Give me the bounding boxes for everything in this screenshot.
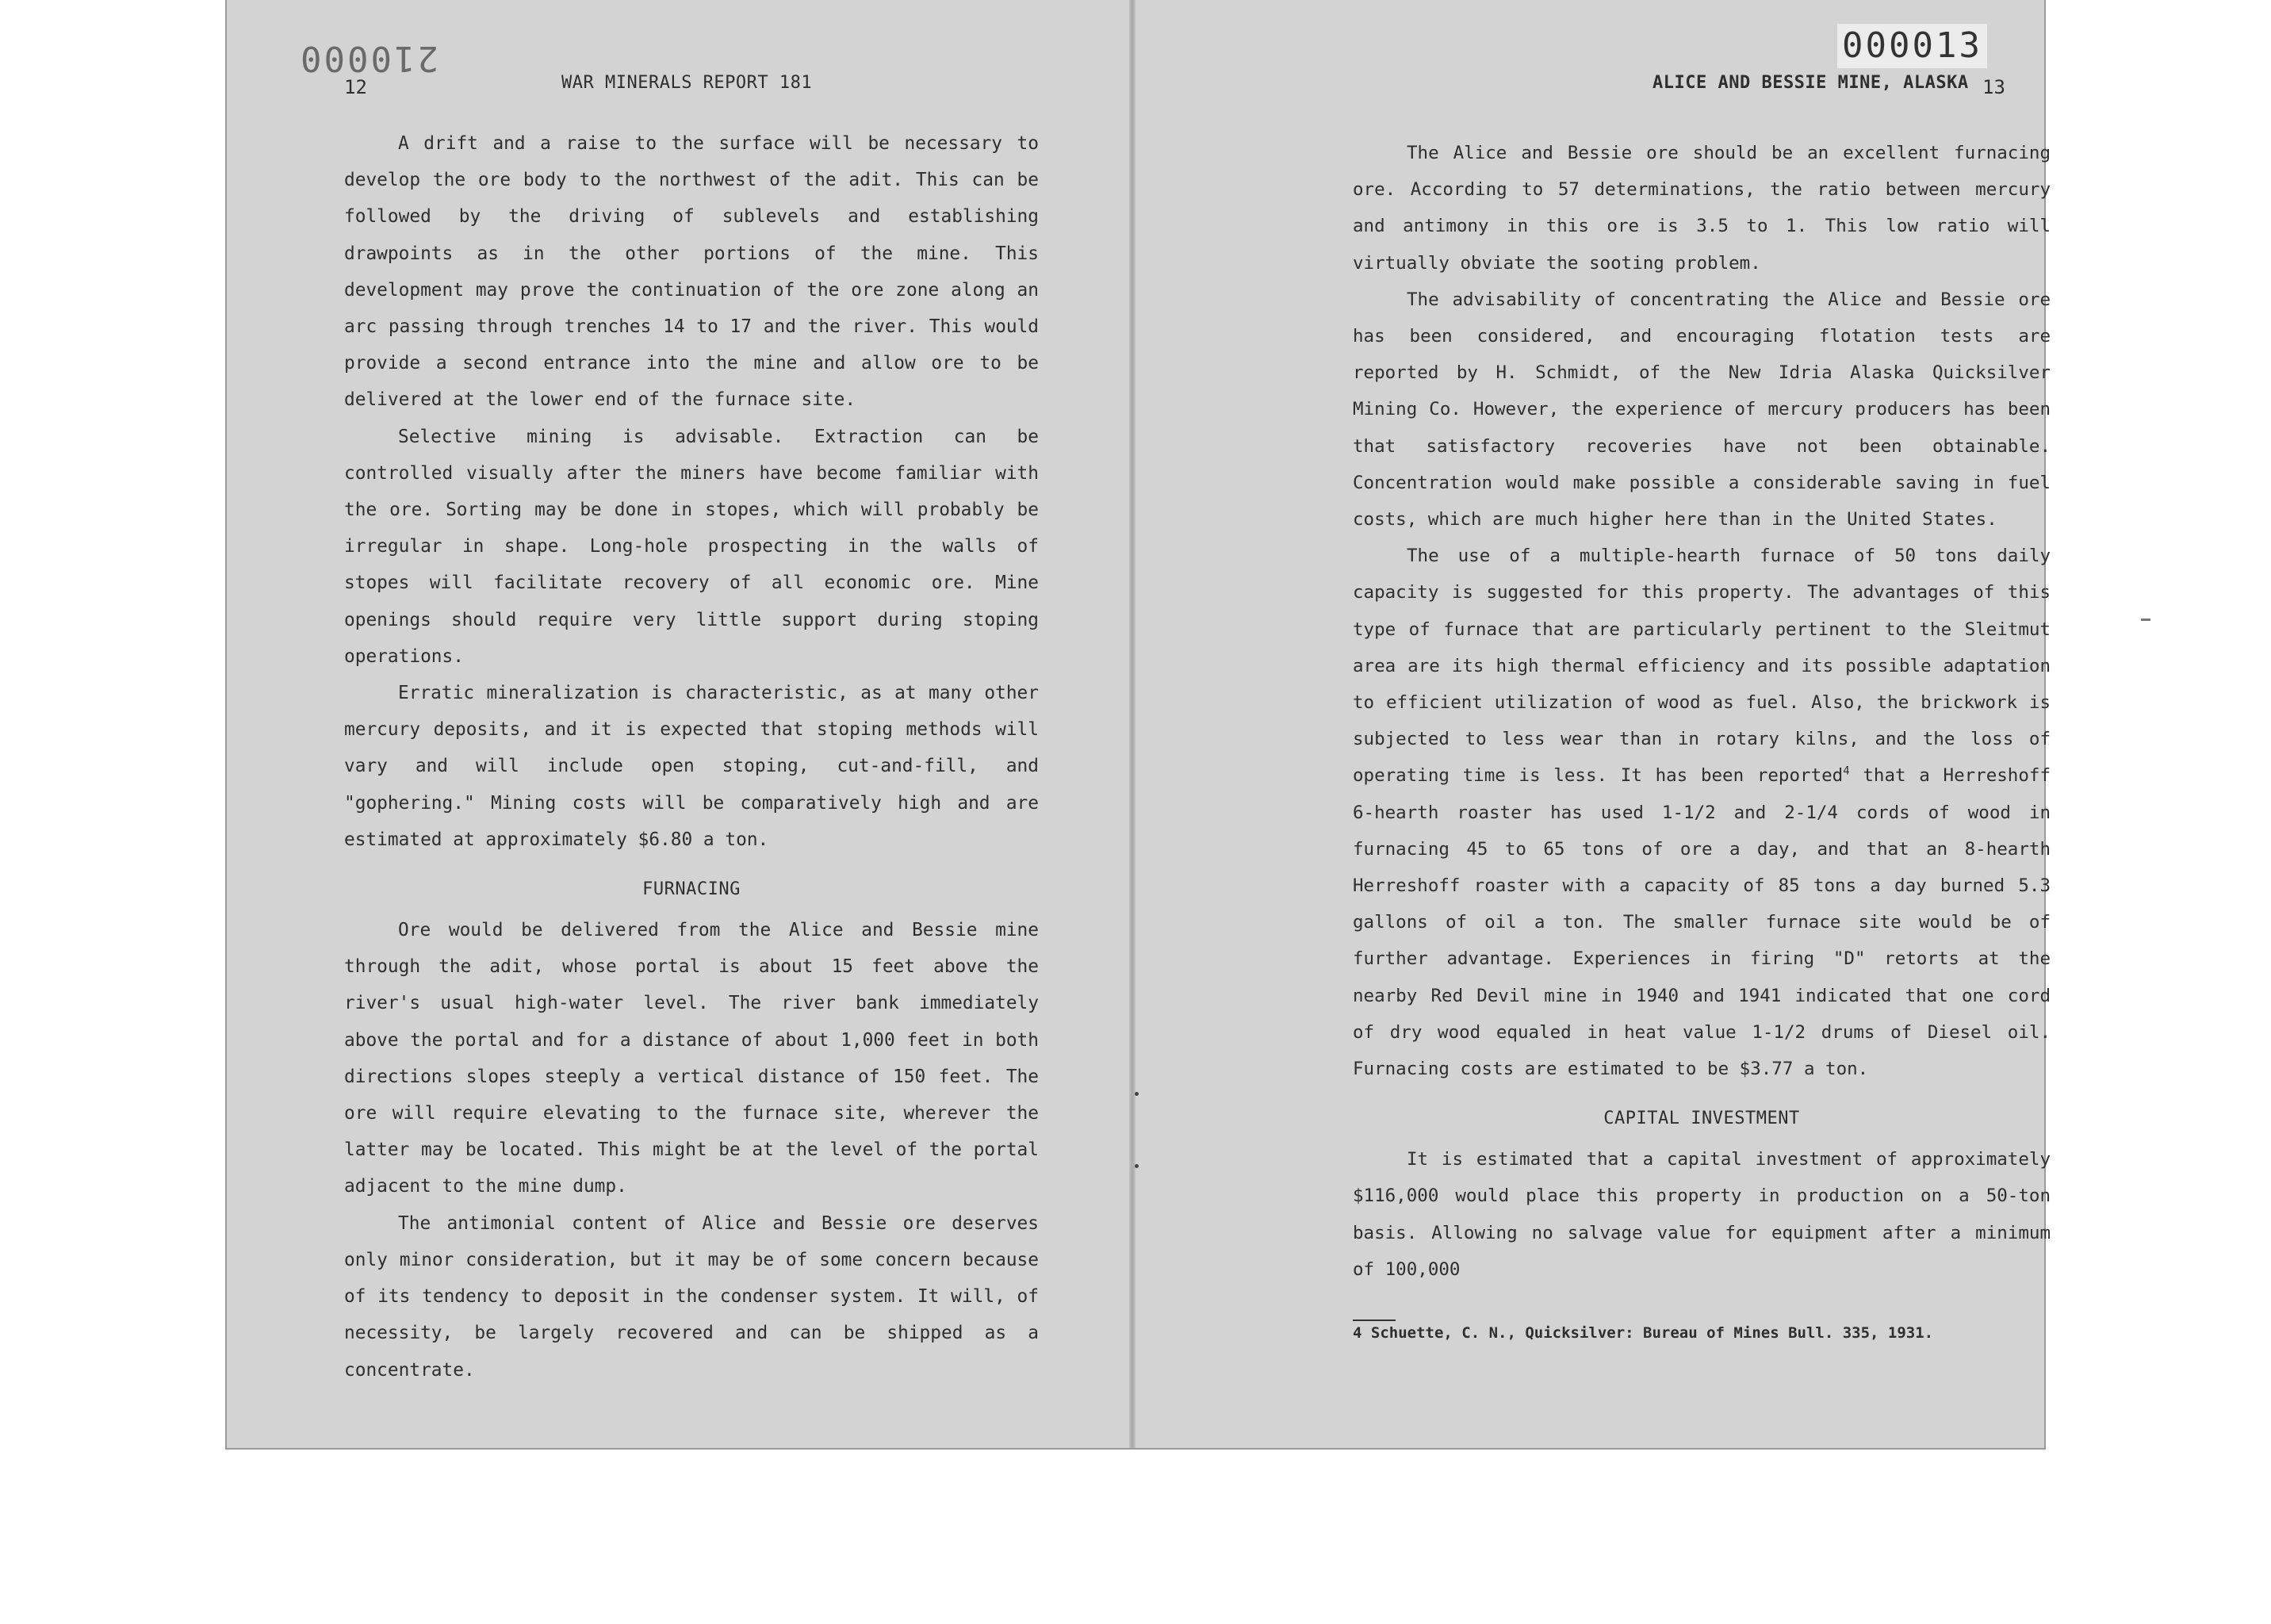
document-spread: [227, 0, 2051, 1448]
paragraph: Erratic mineralization is characteristic, as at many other mercury deposits, and it is expected that stoping methods will vary and will include open stoping, cut-and-fill, and "gophering." Mining costs will be comparatively high and are estimated at approximately $6.80 a ton.: [344, 683, 1039, 850]
section-heading-furnacing: FURNACING: [642, 879, 741, 900]
paragraph: The advisability of concentrating the Alice and Bessie ore has been considered, and encouraging flotation tests are reported by H. Schmidt, of the New Idria Alaska Quicksilver Mining Co. However, the experience of mercury producers has been that satisfactory recoveries have not been obtainable. Concentration would make possible a considerable saving in fuel costs, which are much higher here than in the United States.: [1353, 289, 2051, 530]
right-page: [1136, 0, 2051, 1448]
running-head-right: ALICE AND BESSIE MINE, ALASKA: [1653, 73, 1969, 93]
paragraph: The Alice and Bessie ore should be an excellent furnacing ore. According to 57 determinations, the ratio between mercury and antimony in this ore is 3.5 to 1. This low ratio will virtually obviate the sooting problem.: [1353, 143, 2051, 274]
left-body-text: [344, 125, 1039, 1388]
footnote: 4 Schuette, C. N., Quicksilver: Bureau of Mines Bull. 335, 1931.: [1353, 1324, 1934, 1342]
paragraph-furnace: [1353, 538, 2051, 1087]
left-page: [227, 0, 1129, 1448]
paragraph-text: The use of a multiple-hearth furnace of 50 tons daily capacity is suggested for this property. The advantages of this type of furnace that are particularly pertinent to the Sleitmut area are its high thermal efficiency and its possible adaptation to efficient utilization of wood as fuel. Also, the brickwork is subjected to less wear than in rotary kilns, and the loss of operating time is less. It has been reported: [1353, 546, 2051, 787]
book-gutter: [1129, 0, 1136, 1448]
scan-speck: [1135, 1164, 1139, 1168]
margin-mark: [2141, 619, 2150, 621]
archive-stamp-right: 000013: [1837, 24, 1987, 68]
archive-stamp-left: 210000: [298, 38, 438, 79]
paragraph: A drift and a raise to the surface will be necessary to develop the ore body to the northwest of the adit. This can be followed by the driving of sublevels and establishing drawpoints as in the other portions of the mine. This development may prove the continuation of the ore zone along an arc passing through trenches 14 to 17 and the river. This would provide a second entrance into the mine and allow ore to be delivered at the lower end of the furnace site.: [344, 133, 1039, 411]
page-number-right: 13: [1982, 76, 2005, 98]
paragraph: The antimonial content of Alice and Bessie ore deserves only minor consideration, but it may be of some concern because of its tendency to deposit in the condenser system. It will, of necessity, be largely recovered and can be shipped as a concentrate.: [344, 1212, 1039, 1381]
scan-speck: [1135, 1092, 1139, 1096]
footnote-reference: 4: [1843, 764, 1850, 778]
section-heading-capital-investment: CAPITAL INVESTMENT: [1603, 1109, 1800, 1129]
page-number-left: 12: [344, 76, 367, 98]
paragraph: It is estimated that a capital investment of approximately $116,000 would place this property in production on a 50-ton basis. Allowing no salvage value for equipment after a minimum of 100,000: [1353, 1149, 2051, 1280]
running-head-left: WAR MINERALS REPORT 181: [561, 73, 813, 93]
right-body-text: [1353, 135, 2051, 1345]
paragraph: Selective mining is advisable. Extraction can be controlled visually after the miners have become familiar with the ore. Sorting may be done in stopes, which will probably be irregular in shape. Long-hole prospecting in the walls of stopes will facilitate recovery of all economic ore. Mine openings should require very little support during stoping operations.: [344, 426, 1039, 667]
paragraph-text: that a Herreshoff 6-hearth roaster has used 1-1/2 and 2-1/4 cords of wood in furnacing 45 to 65 tons of ore a day, and that an 8-hearth Herreshoff roaster with a capacity of 85 tons a day burned 5.3 gallons of oil a ton. The smaller furnace site would be of further advantage. Experiences in firing "D" retorts at the nearby Red Devil mine in 1940 and 1941 indicated that one cord of dry wood equaled in heat value 1-1/2 drums of Diesel oil. Furnacing costs are estimated to be $3.77 a ton.: [1353, 765, 2051, 1080]
paragraph: Ore would be delivered from the Alice and Bessie mine through the adit, whose portal is about 15 feet above the river's usual high-water level. The river bank immediately above the portal and for a distance of about 1,000 feet in both directions slopes steeply a vertical distance of 150 feet. The ore will require elevating to the furnace site, wherever the latter may be located. This might be at the level of the portal adjacent to the mine dump.: [344, 920, 1039, 1197]
